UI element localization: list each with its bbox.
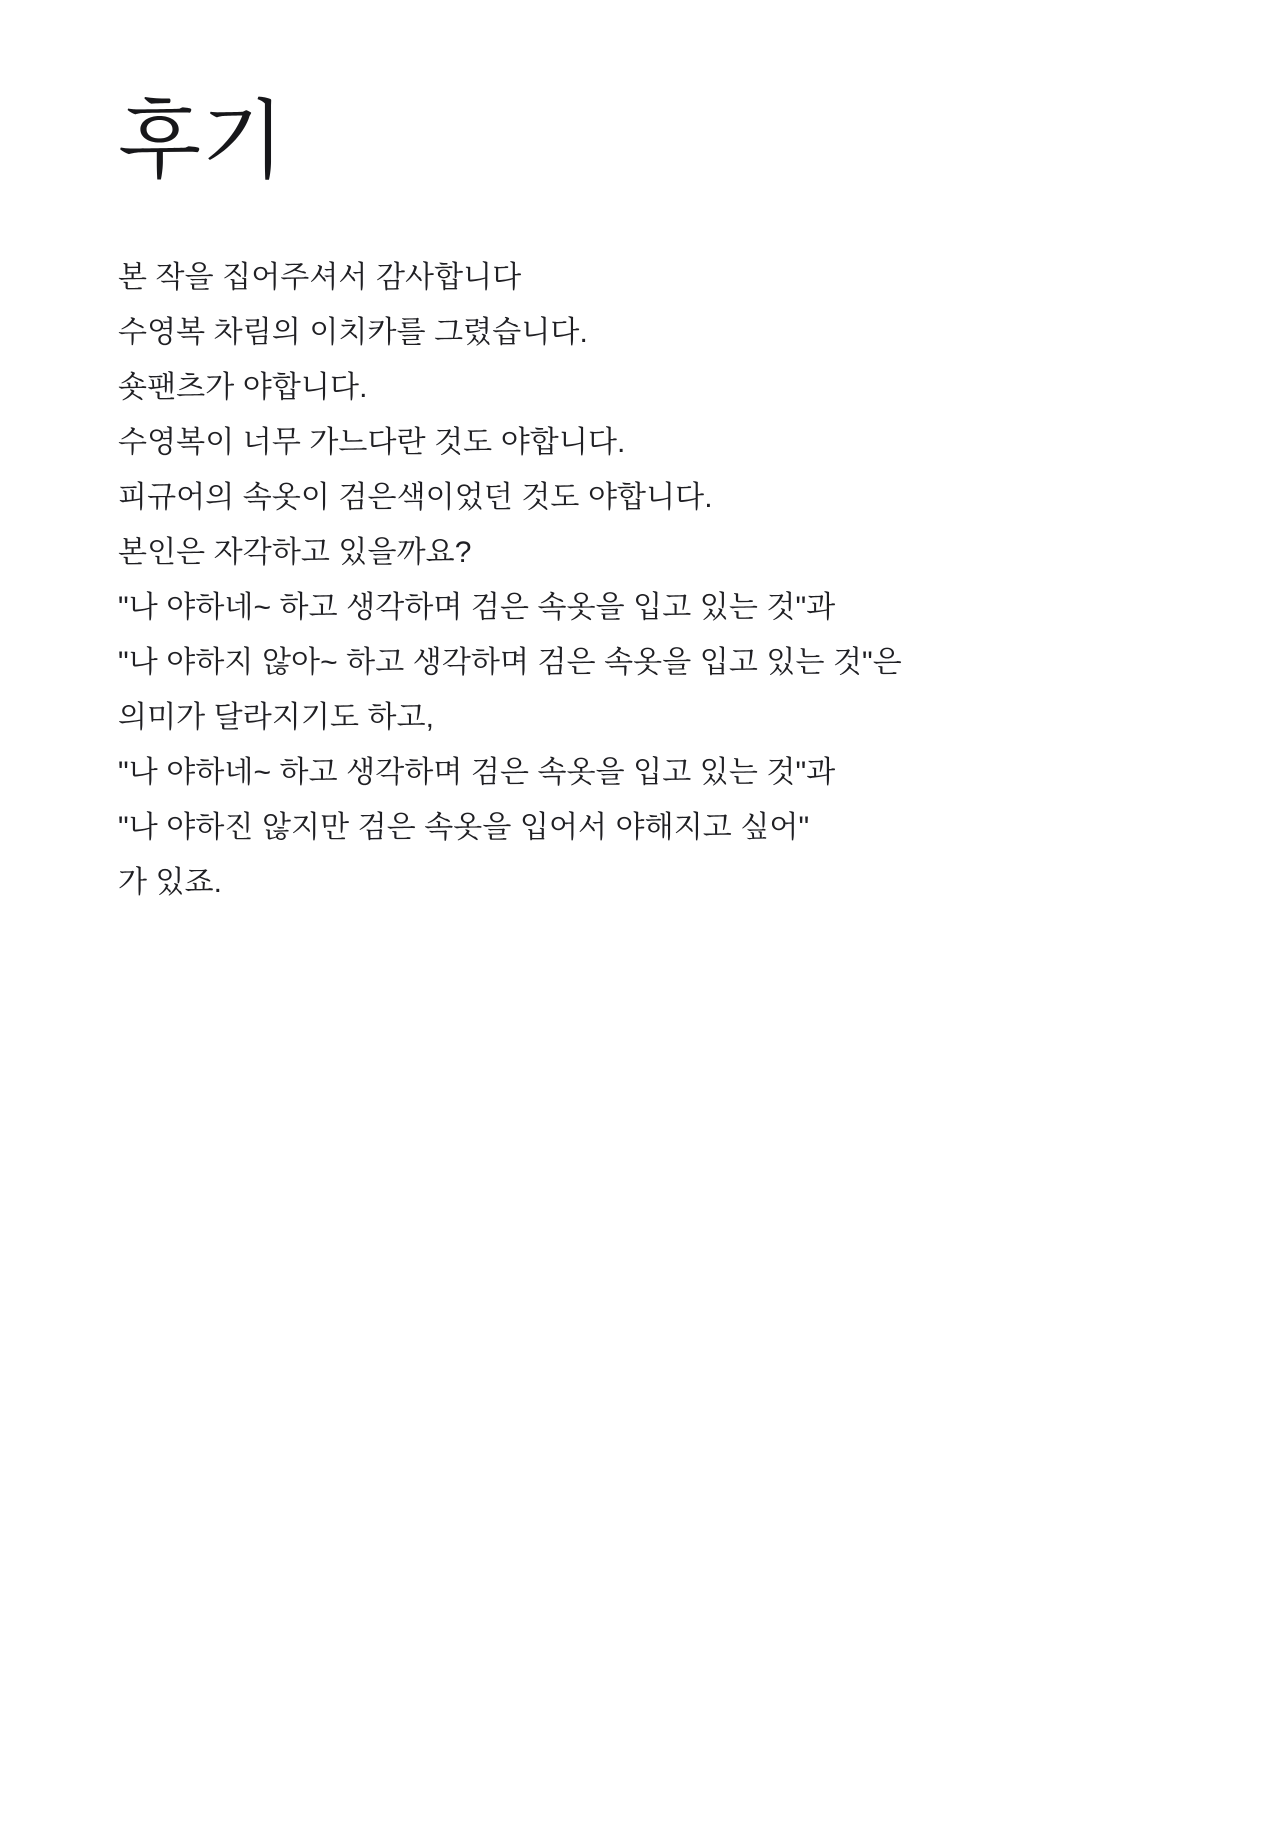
paragraph-line: 가 있죠. — [118, 866, 223, 900]
document-content — [118, 93, 1118, 910]
paragraph-line: 피규어의 속옷이 검은색이었던 것도 야합니다. — [118, 481, 713, 515]
paragraph-line: 의미가 달라지기도 하고, — [118, 701, 435, 735]
paragraph-line: 수영복이 너무 가느다란 것도 야합니다. — [118, 426, 626, 460]
paragraph-line: 본 작을 집어주셔서 감사합니다 — [118, 261, 522, 295]
paragraph-line: "나 야하네~ 하고 생각하며 검은 속옷을 입고 있는 것"과 — [118, 756, 836, 790]
paragraph-line: "나 야하진 않지만 검은 속옷을 입어서 야해지고 싶어" — [118, 811, 810, 845]
paragraph-line: "나 야하네~ 하고 생각하며 검은 속옷을 입고 있는 것"과 — [118, 591, 836, 625]
paragraph-line: 숏팬츠가 야합니다. — [118, 371, 368, 405]
paragraph-line: 본인은 자각하고 있을까요? — [118, 536, 472, 570]
paragraph-line: "나 야하지 않아~ 하고 생각하며 검은 속옷을 입고 있는 것"은 — [118, 646, 902, 680]
paragraph-line: 수영복 차림의 이치카를 그렸습니다. — [118, 316, 588, 350]
page-title: 후기 — [118, 93, 286, 189]
document-body — [118, 250, 1118, 910]
